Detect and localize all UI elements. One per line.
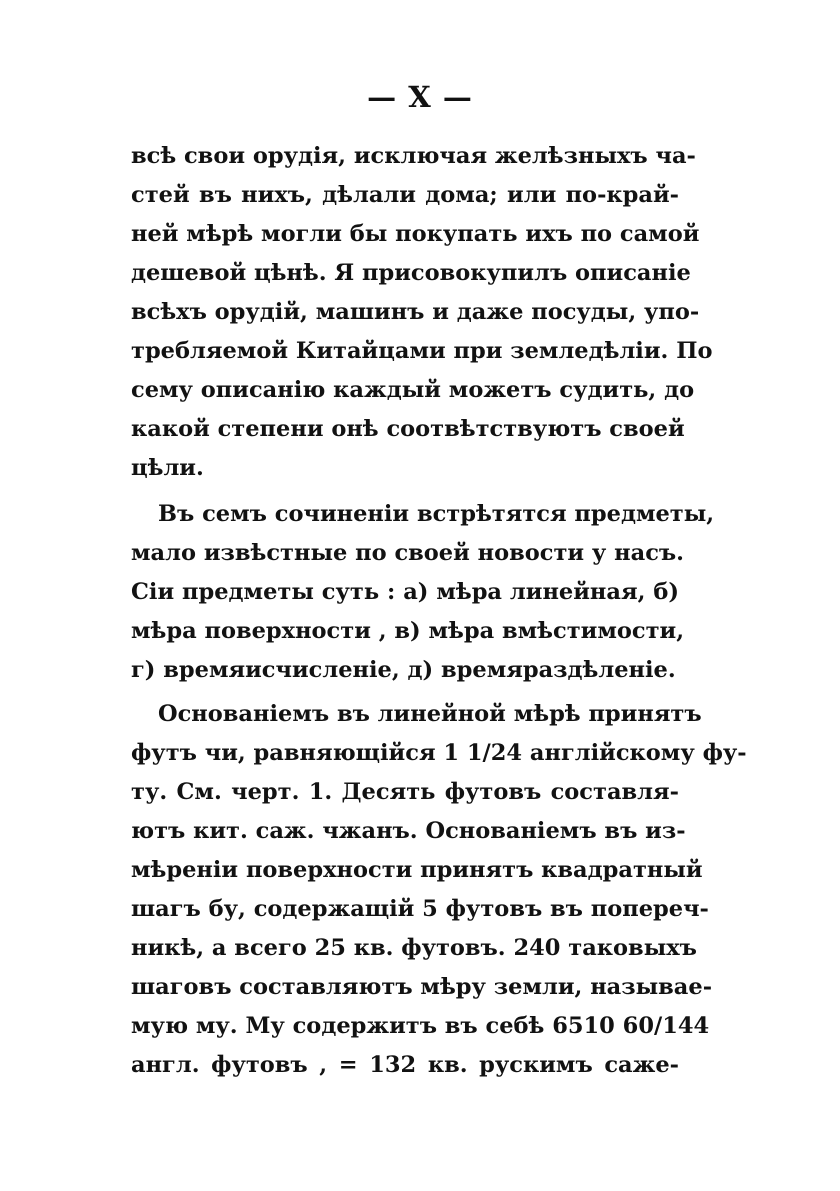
text-line: Основаніемъ въ линейной мѣрѣ принятъ [158, 701, 702, 727]
text-line: всѣхъ орудій, машинъ и даже посуды, упо- [131, 299, 700, 325]
text-line: мѣра поверхности , в) мѣра вмѣстимости, [131, 618, 685, 644]
text-line: шагъ бу, содержащій 5 футовъ въ попереч- [131, 896, 709, 922]
text-line: сему описанію каждый можетъ судить, до [131, 377, 695, 403]
text-line: Въ семъ сочиненіи встрѣтятся предметы, [158, 501, 715, 527]
text-line: ту. См. черт. 1. Десять футовъ составля- [131, 779, 679, 805]
text-line: мѣреніи поверхности принятъ квадратный [131, 857, 703, 883]
text-line: футъ чи, равняющійся 1 1/24 англійскому фу- [131, 740, 747, 766]
text-line: стей въ нихъ, дѣлали дома; или по-край- [131, 182, 679, 208]
text-line: мую му. Му содержитъ въ себѣ 6510 60/144 [131, 1013, 710, 1039]
text-line: мало извѣстные по своей новости у насъ. [131, 540, 684, 566]
text-line: ютъ кит. саж. чжанъ. Основаніемъ въ из- [131, 818, 686, 844]
page-number-header: — X — [367, 80, 473, 114]
text-line: никѣ, а всего 25 кв. футовъ. 240 таковыхъ [131, 935, 697, 961]
text-line: всѣ свои орудія, исключая желѣзныхъ ча- [131, 143, 696, 169]
text-line: цѣли. [131, 455, 204, 481]
text-line: какой степени онѣ соотвѣтствуютъ своей [131, 416, 685, 442]
text-line: дешевой цѣнѣ. Я присовокупилъ описаніе [131, 260, 691, 286]
text-line: англ. футовъ , = 132 кв. рускимъ саже- [131, 1052, 679, 1078]
text-line: требляемой Китайцами при земледѣліи. По [131, 338, 713, 364]
text-line: г) времяисчисленіе, д) времяраздѣленіе. [131, 657, 676, 683]
text-line: Сіи предметы суть : а) мѣра линейная, б) [131, 579, 679, 605]
text-line: ней мѣрѣ могли бы покупать ихъ по самой [131, 221, 700, 247]
text-line: шаговъ составляютъ мѣру земли, называе- [131, 974, 713, 1000]
